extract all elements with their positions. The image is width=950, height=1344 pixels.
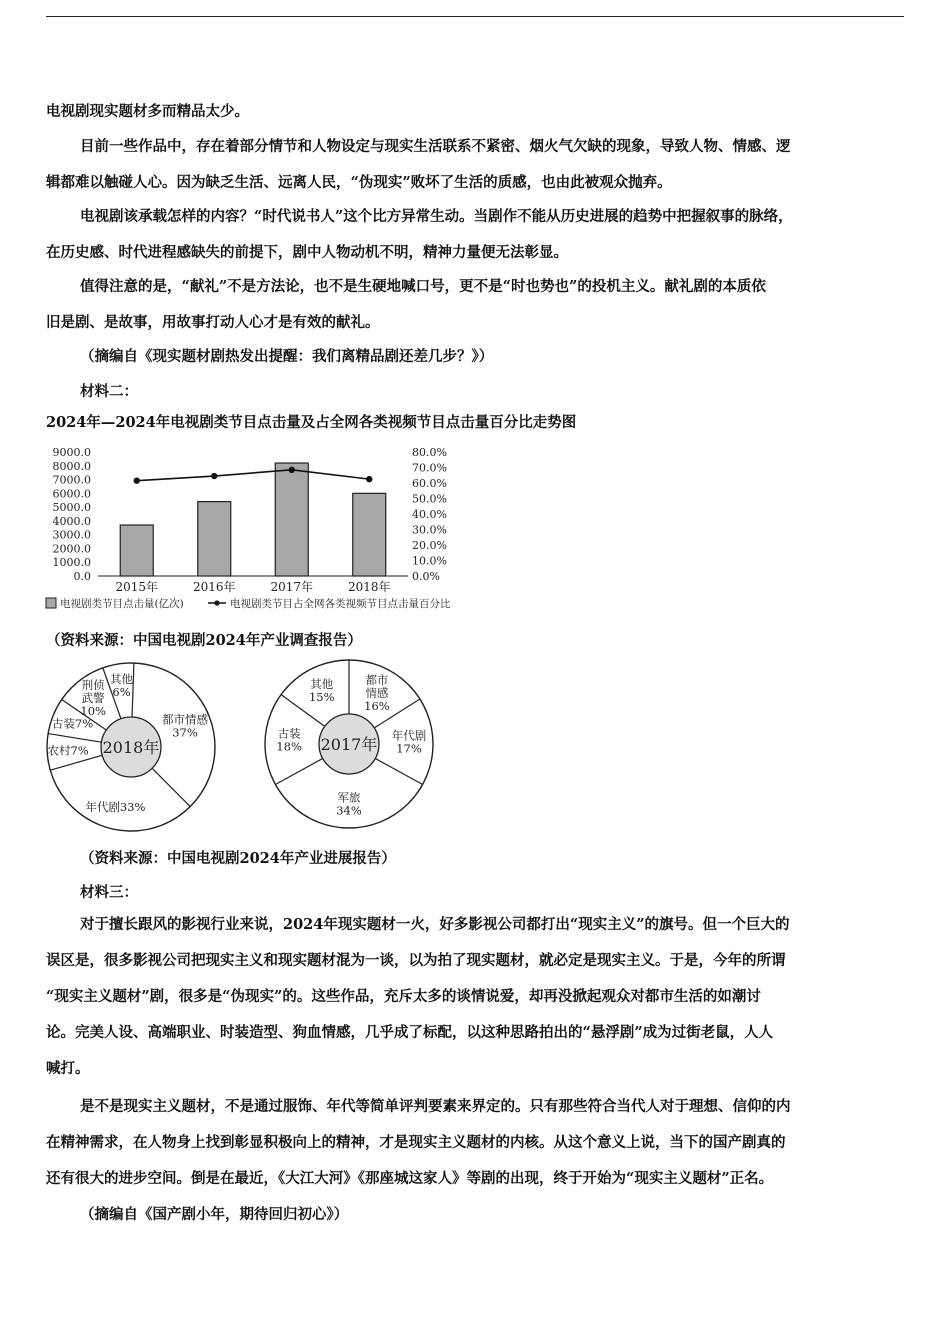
y-tick-right: 10.0% bbox=[412, 554, 447, 568]
y-tick-right: 80.0% bbox=[412, 446, 447, 459]
pie-slice-label: 16% bbox=[364, 699, 390, 714]
line-point bbox=[366, 476, 372, 482]
paragraph-line: 值得注意的是，“献礼”不是方法论，也不是生硬地喊口号，更不是“时也势也”的投机主义。献礼剧的本质依 bbox=[80, 278, 766, 295]
y-tick-right: 20.0% bbox=[412, 539, 447, 552]
y-tick-left: 4000.0 bbox=[52, 514, 91, 528]
x-tick-label: 2015年 bbox=[115, 580, 159, 594]
pie-slice-label: 刑侦 bbox=[81, 677, 105, 692]
paragraph-line: 辑都难以触碰人心。因为缺乏生活、远离人民，“伪现实”败坏了生活的质感，也由此被观众抛弃。 bbox=[46, 174, 672, 191]
x-tick-label: 2016年 bbox=[192, 580, 236, 594]
citation: （摘编自《国产剧小年，期待回归初心》） bbox=[80, 1206, 349, 1223]
y-tick-left: 6000.0 bbox=[52, 487, 91, 501]
pie-slice-label: 17% bbox=[396, 741, 422, 756]
source-note: （资料来源：中国电视剧2024年产业调查报告） bbox=[46, 632, 362, 649]
pie-chart-2017 bbox=[262, 657, 437, 832]
paragraph-line: 误区是，很多影视公司把现实主义和现实题材混为一谈，以为拍了现实题材，就必定是现实主义。于是，今年的所谓 bbox=[46, 952, 786, 969]
line-series bbox=[137, 470, 370, 481]
y-tick-right: 70.0% bbox=[412, 461, 447, 475]
y-tick-left: 0.0 bbox=[73, 570, 91, 583]
y-tick-right: 30.0% bbox=[412, 523, 447, 537]
pie-slice-label: 18% bbox=[276, 739, 302, 754]
source-note: （资料来源：中国电视剧2024年产业进展报告） bbox=[80, 850, 396, 867]
y-tick-right: 50.0% bbox=[412, 492, 447, 506]
pie-slice-label: 农村7% bbox=[47, 743, 89, 758]
legend-label-line: 电视剧类节目占全网各类视频节目点击量百分比 bbox=[230, 598, 451, 610]
legend-marker-line bbox=[214, 600, 219, 605]
pie-slice-label: 古装 bbox=[277, 726, 301, 741]
pie-slice-label: 其他 bbox=[310, 677, 334, 692]
material-label: 材料二： bbox=[80, 383, 138, 400]
pie-slice-label: 其他 bbox=[110, 672, 134, 687]
x-tick-label: 2017年 bbox=[270, 580, 314, 594]
y-tick-left: 3000.0 bbox=[52, 528, 91, 542]
pie-center-label: 2018年 bbox=[102, 738, 160, 757]
paragraph-line: 电视剧现实题材多而精品太少。 bbox=[46, 103, 249, 120]
citation: （摘编自《现实题材剧热发出提醒：我们离精品剧还差几步？》） bbox=[80, 348, 494, 365]
chart-title: 2024年—2024年电视剧类节目点击量及占全网各类视频节目点击量百分比走势图 bbox=[46, 414, 577, 431]
pie-center-label: 2017年 bbox=[320, 735, 378, 754]
y-tick-left: 9000.0 bbox=[52, 446, 91, 459]
y-tick-left: 5000.0 bbox=[52, 501, 91, 515]
x-tick-label: 2018年 bbox=[347, 580, 391, 594]
paragraph-line: 喊打。 bbox=[46, 1060, 90, 1077]
pie-slice-label: 都市 bbox=[365, 673, 389, 688]
paragraph-line: 在历史感、时代进程感缺失的前提下，剧中人物动机不明，精神力量便无法彰显。 bbox=[46, 244, 568, 261]
bar bbox=[353, 493, 386, 576]
pie-slice-label: 15% bbox=[308, 690, 335, 705]
paragraph-line: 是不是现实主义题材，不是通过服饰、年代等简单评判要素来界定的。只有那些符合当代人对于理想、信仰的内 bbox=[80, 1098, 791, 1115]
legend-swatch-bar bbox=[46, 598, 56, 608]
paragraph-line: “现实主义题材”剧，很多是“伪现实”的。这些作品，充斥太多的谈情说爱，却再没掀起观众对都市生活的如潮讨 bbox=[46, 988, 761, 1005]
paragraph-line: 论。完美人设、高端职业、时装造型、狗血情感，几乎成了标配，以这种思路拍出的“悬浮剧”成为过街老鼠，人人 bbox=[46, 1024, 774, 1041]
paragraph-line: 目前一些作品中，存在着部分情节和人物设定与现实生活联系不紧密、烟火气欠缺的现象，导致人物、情感、逻 bbox=[80, 138, 791, 155]
paragraph-line: 对于擅长跟风的影视行业来说，2024年现实题材一火，好多影视公司都打出“现实主义”的旗号。但一个巨大的 bbox=[80, 916, 790, 933]
pie-slice-label: 情感 bbox=[365, 686, 389, 701]
line-point bbox=[289, 467, 295, 473]
bar bbox=[120, 525, 153, 576]
pie-slice-label: 都市情感 bbox=[162, 712, 209, 727]
material-label: 材料三： bbox=[80, 884, 138, 901]
pie-slice-label: 年代剧33% bbox=[85, 799, 146, 814]
pie-slice-label: 年代剧 bbox=[391, 728, 427, 743]
y-tick-right: 40.0% bbox=[412, 508, 447, 521]
line-point bbox=[134, 477, 140, 483]
pie-slice-label: 军旅 bbox=[337, 790, 361, 805]
y-tick-right: 60.0% bbox=[412, 477, 447, 490]
pie-slice-label: 37% bbox=[172, 725, 198, 740]
y-tick-left: 1000.0 bbox=[52, 556, 91, 570]
y-tick-right: 0.0% bbox=[412, 570, 440, 583]
pie-slice-label: 古装7% bbox=[51, 716, 94, 731]
pie-slice-label: 34% bbox=[336, 803, 362, 818]
paragraph-line: 还有很大的进步空间。倒是在最近，《大江大河》《那座城这家人》等剧的出现，终于开始为“现实主义题材”正名。 bbox=[46, 1170, 774, 1187]
pie-slice-label: 6% bbox=[112, 685, 131, 700]
line-point bbox=[211, 473, 217, 479]
bar-line-chart bbox=[40, 442, 490, 618]
paragraph-line: 电视剧该承载怎样的内容？“时代说书人”这个比方异常生动。当剧作不能从历史进展的趋势中把握叙事的脉络， bbox=[80, 208, 793, 225]
pie-slice-label: 10% bbox=[80, 703, 106, 718]
bar-chart-plot bbox=[46, 446, 451, 610]
header-rule bbox=[46, 16, 904, 17]
pie-chart-2018 bbox=[44, 660, 219, 835]
y-tick-left: 8000.0 bbox=[52, 459, 91, 473]
y-tick-left: 2000.0 bbox=[52, 542, 91, 556]
bar bbox=[275, 463, 308, 576]
bar bbox=[198, 502, 231, 576]
y-tick-left: 7000.0 bbox=[52, 473, 91, 487]
paragraph-line: 在精神需求，在人物身上找到彰显积极向上的精神，才是现实主义题材的内核。从这个意义上说，当下的国产剧真的 bbox=[46, 1134, 786, 1151]
pie-slice-label: 武警 bbox=[81, 690, 105, 705]
paragraph-line: 旧是剧、是故事，用故事打动人心才是有效的献礼。 bbox=[46, 314, 380, 331]
legend-label-bar: 电视剧类节目点击量(亿次) bbox=[60, 598, 184, 610]
